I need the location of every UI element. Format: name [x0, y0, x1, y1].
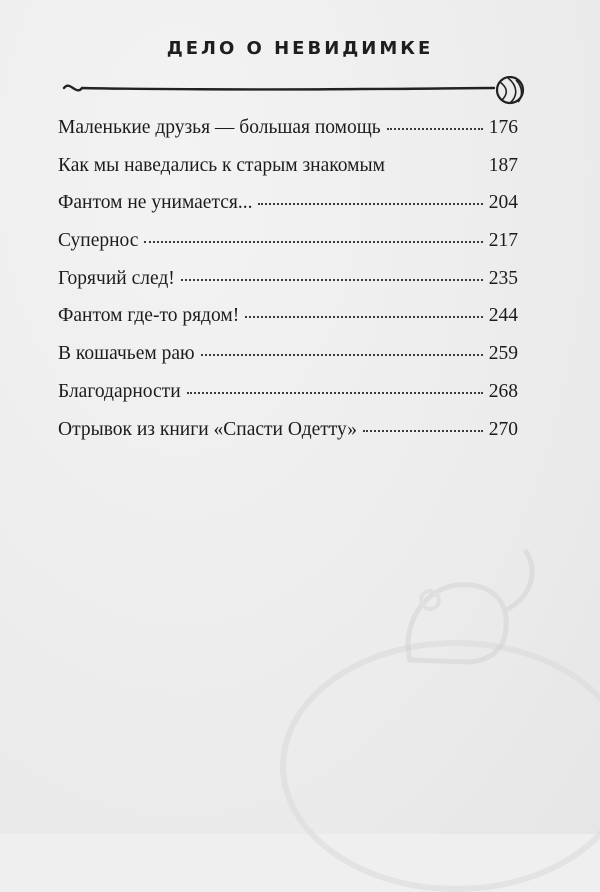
toc-entry [58, 269, 518, 307]
toc-entry-page: 244 [488, 305, 518, 327]
toc-entry-page: 217 [488, 230, 518, 252]
toc-dot-leader [245, 316, 483, 318]
toc-entry-title: Благодарности [58, 380, 181, 402]
toc-entry-title: Фантом где-то рядом! [58, 305, 240, 327]
toc-entry-page: 235 [488, 267, 518, 289]
toc-dot-leader [387, 128, 483, 130]
toc-dot-leader [363, 430, 483, 432]
toc-entry-title: Горячий след! [58, 267, 175, 289]
show-through-cat-illustration [390, 540, 560, 670]
yarn-ball-icon [497, 77, 523, 103]
toc-entry-page: 187 [488, 154, 518, 176]
table-of-contents [58, 118, 518, 457]
toc-entry-title: В кошачьем раю [58, 343, 195, 365]
toc-entry [58, 118, 518, 156]
toc-entry-title: Супернос [58, 230, 139, 252]
toc-dot-leader [391, 166, 483, 168]
show-through-stamp [280, 640, 600, 892]
toc-entry [58, 231, 518, 269]
toc-entry [58, 382, 518, 420]
toc-dot-leader [201, 354, 483, 356]
toc-entry-page: 204 [488, 192, 518, 214]
toc-entry [58, 193, 518, 231]
toc-entry [58, 156, 518, 194]
toc-dot-leader [187, 392, 483, 394]
toc-entry-title: Маленькие друзья — большая помощь [58, 117, 381, 138]
toc-entry-title: Фантом не унимается... [58, 192, 253, 214]
page-header [0, 38, 600, 59]
toc-entry-title: Отрывок из книги «Спасти Одетту» [58, 418, 358, 440]
toc-entry-title: Как мы наведались к старым знакомым [58, 154, 385, 176]
decorative-yarn-rule [62, 76, 532, 106]
toc-entry-page: 268 [488, 380, 518, 402]
toc-entry-page: 259 [488, 343, 518, 365]
toc-dot-leader [258, 203, 482, 205]
running-title: ДЕЛО О НЕВИДИМКЕ [166, 38, 434, 59]
toc-dot-leader [181, 279, 483, 281]
toc-entry [58, 420, 518, 458]
toc-entry [58, 306, 518, 344]
toc-entry-page: 270 [488, 418, 518, 440]
toc-entry-page: 176 [488, 117, 518, 138]
toc-dot-leader [144, 241, 482, 243]
toc-entry [58, 344, 518, 382]
